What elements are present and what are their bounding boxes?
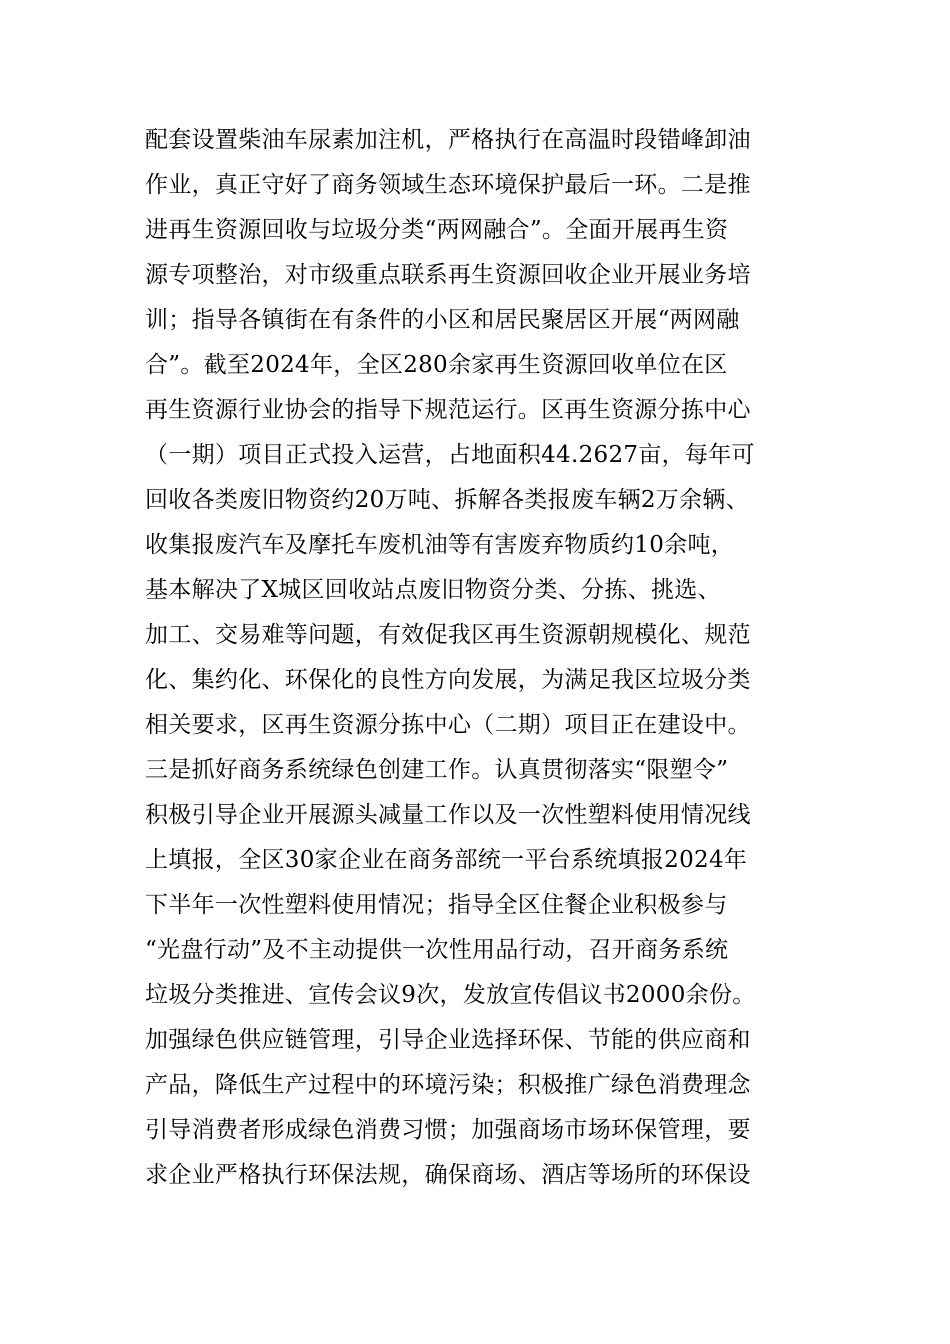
text-line: 回收各类废旧物资约20万吨、拆解各类报废车辆2万余辆、	[145, 487, 749, 513]
body-text	[145, 118, 845, 1198]
text-line: 化、集约化、环保化的良性方向发展，为满足我区垃圾分类	[145, 667, 751, 693]
text-line: 合”。截至2024年，全区280余家再生资源回收单位在区	[145, 352, 728, 378]
text-line: 相关要求，区再生资源分拣中心（二期）项目正在建设中。	[145, 712, 751, 738]
text-line: 积极引导企业开展源头减量工作以及一次性塑料使用情况线	[145, 802, 751, 828]
text-line: “光盘行动”及不主动提供一次性用品行动，召开商务系统	[145, 937, 729, 963]
text-line: 上填报，全区30家企业在商务部统一平台系统填报2024年	[145, 847, 748, 873]
text-line: 配套设置柴油车尿素加注机，严格执行在高温时段错峰卸油	[145, 127, 751, 153]
text-line: 加工、交易难等问题，有效促我区再生资源朝规模化、规范	[145, 622, 751, 648]
text-line: 进再生资源回收与垃圾分类“两网融合”。全面开展再生资	[145, 217, 729, 243]
text-line: 收集报废汽车及摩托车废机油等有害废弃物质约10余吨，	[145, 532, 735, 558]
text-line: 源专项整治，对市级重点联系再生资源回收企业开展业务培	[145, 262, 751, 288]
text-line: 加强绿色供应链管理，引导企业选择环保、节能的供应商和	[145, 1027, 751, 1053]
text-line: 基本解决了X城区回收站点废旧物资分类、分拣、挑选、	[145, 577, 721, 603]
text-line: 垃圾分类推进、宣传会议9次，发放宣传倡议书2000余份。	[145, 982, 756, 1008]
text-line: （一期）项目正式投入运营，占地面积44.2627亩，每年可	[145, 442, 755, 468]
text-line: 引导消费者形成绿色消费习惯；加强商场市场环保管理，要	[145, 1117, 751, 1143]
text-line: 三是抓好商务系统绿色创建工作。认真贯彻落实“限塑令”	[145, 757, 729, 783]
text-line: 求企业严格执行环保法规，确保商场、酒店等场所的环保设	[145, 1162, 751, 1188]
text-line: 下半年一次性塑料使用情况；指导全区住餐企业积极参与	[145, 892, 728, 918]
text-line: 作业，真正守好了商务领域生态环境保护最后一环。二是推	[145, 172, 751, 198]
text-line: 再生资源行业协会的指导下规范运行。区再生资源分拣中心	[145, 397, 751, 423]
text-line: 产品，降低生产过程中的环境污染；积极推广绿色消费理念	[145, 1072, 751, 1098]
text-line: 训；指导各镇街在有条件的小区和居民聚居区开展“两网融	[145, 307, 740, 333]
